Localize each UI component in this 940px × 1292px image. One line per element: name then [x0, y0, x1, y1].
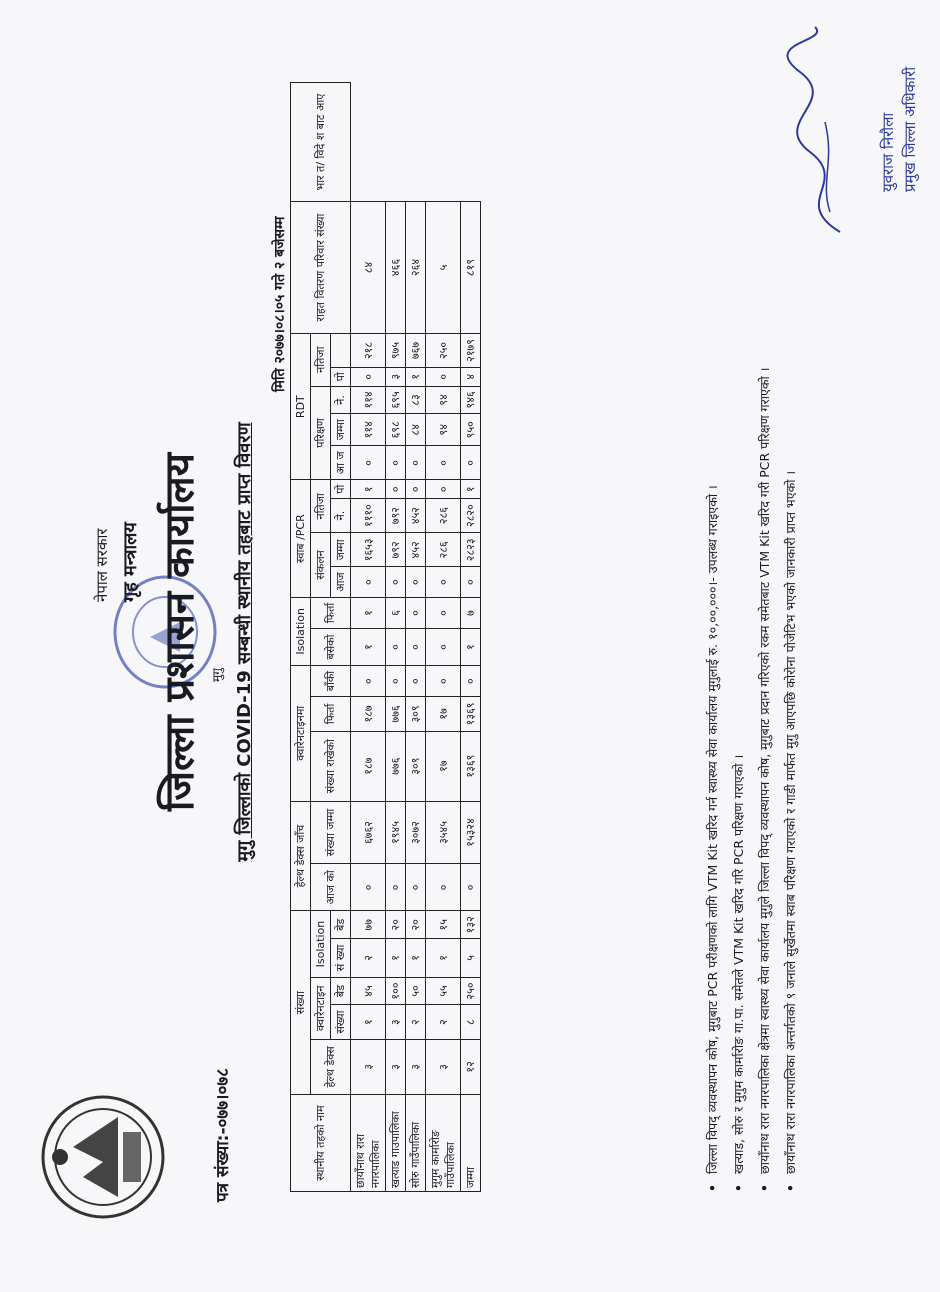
table-cell: ८३	[406, 386, 426, 414]
table-cell: २८२३	[461, 533, 481, 567]
table-cell: २	[426, 1005, 461, 1040]
table-cell: ३०७२	[406, 801, 426, 863]
table-cell: ९५०	[461, 414, 481, 446]
col-remaining: बाँकी	[311, 665, 351, 696]
table-cell: ५०	[406, 977, 426, 1005]
table-cell: ०	[406, 665, 426, 696]
table-cell: १	[351, 1005, 386, 1040]
table-cell: ०	[386, 629, 406, 666]
signatory-name: युवराज निरौला	[879, 112, 897, 192]
table-cell: २	[351, 939, 386, 978]
table-cell: १५३२४	[461, 801, 481, 863]
table-cell: ०	[386, 446, 406, 480]
table-cell: ६९८	[386, 414, 406, 446]
table-cell: २१७९	[461, 333, 481, 367]
table-row	[386, 83, 406, 1192]
table-cell: २५०	[461, 977, 481, 1005]
table-cell: १	[406, 368, 426, 386]
table-cell: २५०	[426, 333, 461, 367]
note-item: • जिल्ला विपद् व्यवस्थापन कोष, मुगुबाट PCR परीक्षणको लागि VTM Kit खरिद गर्न स्वास्थ्य सेवा कार्यालय मुगुलाई रु. १०,००,०००।- उपलब्ध गराइएको ।	[700, 92, 726, 1192]
table-cell: १७	[426, 731, 461, 801]
col-isolation2: Isolation	[291, 597, 311, 665]
col-swab: स्वाब /PCR	[291, 480, 311, 597]
table-cell: ११४	[351, 414, 386, 446]
col-test: परिक्षण	[311, 386, 331, 480]
table-cell: ५	[461, 939, 481, 978]
nepal-emblem-logo	[38, 1092, 168, 1222]
col-total-count: संख्या जम्मा	[311, 801, 351, 863]
col-swab-result: नतिजा	[311, 480, 331, 533]
col-quarantine: क्वारेनटाइन	[311, 977, 331, 1039]
table-cell: ३	[426, 1039, 461, 1094]
row-name: मुगुम कार्मारोङ गाउँपालिका	[426, 1095, 461, 1192]
col-i-bed: बेड	[331, 911, 351, 939]
table-cell: १३६९	[461, 731, 481, 801]
table-cell: १३२	[461, 911, 481, 939]
table-cell: ८१९	[461, 202, 481, 334]
table-cell: १८७	[351, 697, 386, 731]
table-cell: ४	[461, 368, 481, 386]
col-abroad: भार त/ विदे श बाट आए	[291, 83, 351, 202]
table-cell: ०	[426, 446, 461, 480]
table-cell: १३६९	[461, 697, 481, 731]
table-cell: ७९२	[386, 498, 406, 532]
col-swab-pos: पो	[331, 480, 351, 498]
table-cell: १६५३	[351, 533, 386, 567]
col-swab-total: जम्मा	[331, 533, 351, 567]
table-cell: ७७६	[386, 731, 406, 801]
row-name: सोरु गाउँपालिका	[406, 1095, 426, 1192]
table-cell: ०	[426, 567, 461, 597]
table-cell: ७९२	[386, 533, 406, 567]
table-cell: ०	[351, 864, 386, 911]
table-cell: १	[351, 597, 386, 628]
table-cell: ८	[461, 1005, 481, 1040]
table-cell: ३०९	[406, 731, 426, 801]
table-cell: ०	[406, 629, 426, 666]
district-name: मुगु	[210, 668, 224, 682]
covid-data-table	[290, 82, 481, 1192]
table-cell: २१८	[351, 333, 386, 367]
document-title: मुगु जिल्लाको COVID-19 सम्बन्धी स्थानीय तहबाट प्राप्त विवरण	[234, 422, 255, 862]
col-health-check: हेल्थ डेक्स जाँच	[291, 801, 311, 911]
table-cell: ३५४५	[426, 801, 461, 863]
row-name: खत्याड गाउपालिका	[386, 1095, 406, 1192]
table-cell: ०	[386, 864, 406, 911]
table-cell: ०	[351, 665, 386, 696]
table-cell: ०	[406, 864, 426, 911]
col-q-bed: बेड	[331, 977, 351, 1005]
table-cell: ३	[386, 368, 406, 386]
table-cell: ४५२	[406, 533, 426, 567]
table-cell: ०	[386, 567, 406, 597]
col-staying: बसेको	[311, 629, 351, 666]
table-cell: ३	[386, 1005, 406, 1040]
table-cell: १५	[426, 911, 461, 939]
col-kept: संख्या राखेको	[311, 731, 351, 801]
table-cell: ०	[461, 446, 481, 480]
letter-number: पत्र संख्या:-०७७।०७८	[213, 1068, 233, 1202]
table-cell: ७६७	[406, 333, 426, 367]
table-cell: ८४	[351, 202, 386, 334]
table-cell: ८४	[406, 414, 426, 446]
table-cell: ०	[351, 446, 386, 480]
table-cell: ३०९	[406, 697, 426, 731]
table-cell: १८७	[351, 731, 386, 801]
table-cell: १	[351, 480, 386, 498]
note-item: • छायाँनाथ रारा नगरपालिका क्षेत्रमा स्वास्थ्य सेवा कार्यालय मुगुले जिल्ला विपद् व्यवस्थापन कोष, मुगुबाट प्रदान गरिएको रकम समेतबाट VTM Kit खरिद गरी PCR परिक्षण गराएको ।	[752, 92, 778, 1192]
table-cell: ६७६२	[351, 801, 386, 863]
table-cell: २८६	[426, 533, 461, 567]
table-cell: ९७५	[386, 333, 406, 367]
col-swab-today: आज	[331, 567, 351, 597]
row-name: जम्मा	[461, 1095, 481, 1192]
table-cell: ९४	[426, 386, 461, 414]
table-cell: ९४	[426, 414, 461, 446]
table-cell: १७	[426, 697, 461, 731]
table-cell: ०	[386, 480, 406, 498]
table-cell: २८६	[426, 498, 461, 532]
table-cell: १	[461, 629, 481, 666]
table-cell: ०	[426, 480, 461, 498]
table-cell: ६	[386, 597, 406, 628]
col-count: संख्या	[291, 911, 311, 1095]
col-relief: राहत वितरण परिवार संख्या	[291, 202, 351, 334]
table-cell: १२	[461, 1039, 481, 1094]
table-cell: ७७	[351, 911, 386, 939]
col-rdt-total: जम्मा	[331, 414, 351, 446]
col-rdt-result: नतिजा	[311, 333, 331, 386]
table-cell: २८२०	[461, 498, 481, 532]
table-cell: ७७६	[386, 697, 406, 731]
table-row	[426, 83, 461, 1192]
col-rdt-neg: ने.	[331, 386, 351, 414]
table-cell: ५	[426, 202, 461, 334]
table-cell: ११४	[351, 386, 386, 414]
table-cell: १	[351, 629, 386, 666]
government-name: नेपाल सरकार	[93, 528, 111, 602]
col-rdt-today: आ ज	[331, 446, 351, 480]
note-item: • छायाँनाथ रारा नगरपालिका अन्तर्गतको ९ जनाले सुर्खेतमा स्वाब परिक्षण गराएको र गाडी मार्फत मुगु आएपछि कोरोना पोजेटिभ भएको जानकारी प्राप्त भएको ।	[778, 92, 804, 1192]
table-cell: ०	[426, 864, 461, 911]
table-cell: ०	[386, 665, 406, 696]
table-cell: १	[461, 480, 481, 498]
note-item: • खत्याड, सोरु र मुगुम कार्मारोङ गा.पा. समेतले VTM Kit खरिद गरि PCR परिक्षण गराएको ।	[726, 92, 752, 1192]
table-cell: ४५२	[406, 498, 426, 532]
table-cell: ९४६	[461, 386, 481, 414]
col-today: आज को	[311, 864, 351, 911]
table-row	[406, 83, 426, 1192]
col-in-quarantine: क्वारेनटाइनमा	[291, 665, 311, 801]
table-cell: १००	[386, 977, 406, 1005]
ministry-name: गृह मन्त्रालय	[120, 522, 141, 602]
table-cell: ०	[426, 629, 461, 666]
table-cell: ०	[461, 665, 481, 696]
table-cell: ३	[386, 1039, 406, 1094]
table-cell: १	[386, 939, 406, 978]
col-swab-neg: ने.	[331, 498, 351, 532]
table-cell: २	[406, 1005, 426, 1040]
table-cell: ०	[426, 597, 461, 628]
report-date: मिति २०७७।०८।०५ गते २ बजेसम्म	[272, 216, 288, 392]
table-cell: १	[426, 939, 461, 978]
table-cell: ४५	[351, 977, 386, 1005]
table-cell: १११०	[351, 498, 386, 532]
table-body	[351, 83, 481, 1192]
notes-list	[700, 92, 804, 1192]
table-cell: ७	[461, 597, 481, 628]
col-returned: फिर्ता	[311, 697, 351, 731]
table-cell: ०	[461, 864, 481, 911]
table-cell: ३	[351, 1039, 386, 1094]
table-row	[351, 83, 386, 1192]
table-cell: ०	[406, 480, 426, 498]
row-name: छायाँनाथ रारा नगरपालिका	[351, 1095, 386, 1192]
col-isolation: Isolation	[311, 911, 331, 977]
table-cell: ०	[351, 368, 386, 386]
table-cell: ६९५	[386, 386, 406, 414]
col-q-number: संख्या	[331, 1005, 351, 1040]
table-cell: ०	[406, 446, 426, 480]
table-cell: १	[406, 939, 426, 978]
col-health-desk: हेल्थ डेक्स	[311, 1039, 351, 1094]
handwritten-signature	[780, 22, 860, 242]
table-cell: २०	[386, 911, 406, 939]
table-cell: ०	[406, 597, 426, 628]
table-cell: ०	[461, 567, 481, 597]
col-name: स्थानीय तहको नाम	[291, 1095, 351, 1192]
table-cell: ०	[351, 567, 386, 597]
table-cell: ३	[406, 1039, 426, 1094]
table-cell: ०	[426, 665, 461, 696]
col-rdt-pos: पो	[331, 368, 351, 386]
table-cell: २६४	[406, 202, 426, 334]
office-title: जिल्ला प्रशासन कार्यालय	[157, 453, 203, 811]
col-i-number: सं ख्या	[331, 939, 351, 978]
table-cell: ५५	[426, 977, 461, 1005]
col-collection: संकलन	[311, 533, 331, 598]
table-cell: ०	[406, 567, 426, 597]
signatory-designation: प्रमुख जिल्ला अधिकारी	[901, 66, 919, 192]
table-cell: १९४५	[386, 801, 406, 863]
col-iso-returned: फिर्ता	[311, 597, 351, 628]
table-cell: ०	[426, 368, 461, 386]
table-cell: २०	[406, 911, 426, 939]
col-rdt: RDT	[291, 333, 311, 480]
table-cell: ४६६	[386, 202, 406, 334]
table-row	[461, 83, 481, 1192]
